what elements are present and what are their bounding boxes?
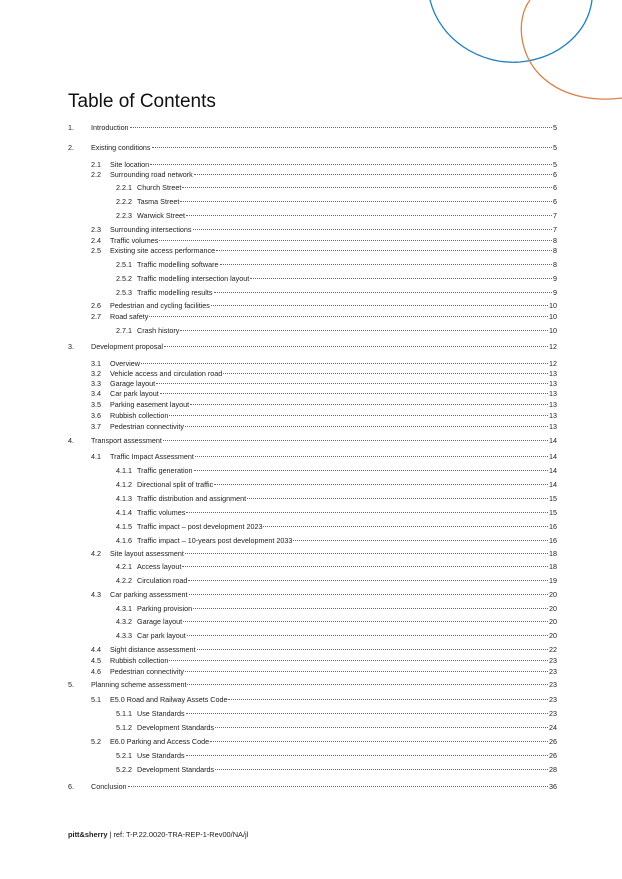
toc-entry[interactable] — [116, 260, 557, 270]
toc-entry[interactable] — [116, 765, 557, 775]
toc-entry[interactable] — [91, 312, 557, 322]
toc-entry[interactable] — [116, 522, 557, 532]
toc-dot-leader — [164, 346, 548, 347]
toc-entry-page: 10 — [549, 312, 557, 321]
footer-reference: | ref: T-P.22.0020-TRA-REP-1-Rev00/NA/jl — [107, 830, 249, 839]
toc-entry-title: Site layout assessment — [110, 549, 184, 558]
toc-dot-leader — [190, 404, 548, 405]
toc-entry[interactable] — [116, 480, 557, 490]
toc-dot-leader — [216, 250, 552, 251]
toc-dot-leader — [169, 660, 548, 661]
toc-dot-leader — [293, 540, 548, 541]
toc-entry[interactable] — [116, 562, 557, 572]
toc-entry-page: 13 — [549, 400, 557, 409]
toc-entry-title: Rubbish collection — [110, 411, 169, 420]
footer — [68, 830, 248, 839]
toc-entry-number: 2.6 — [91, 301, 101, 310]
toc-entry-number: 3.7 — [91, 422, 101, 431]
toc-entry-page: 12 — [549, 359, 557, 368]
toc-dot-leader — [194, 470, 548, 471]
toc-dot-leader — [197, 649, 549, 650]
toc-entry-title: Pedestrian connectivity — [110, 667, 184, 676]
toc-entry-page: 18 — [549, 549, 557, 558]
toc-entry[interactable] — [116, 751, 557, 761]
toc-entry-title: Garage layout — [137, 617, 183, 626]
toc-entry-title: Surrounding road network — [110, 170, 193, 179]
toc-entry[interactable] — [91, 667, 557, 677]
toc-dot-leader — [180, 201, 552, 202]
toc-entry-number: 3.1 — [91, 359, 101, 368]
toc-entry-page: 23 — [549, 709, 557, 718]
toc-entry-title: Planning scheme assessment — [91, 680, 187, 689]
toc-entry-page: 14 — [549, 466, 557, 475]
toc-entry-page: 16 — [549, 522, 557, 531]
toc-entry-title: Traffic modelling results — [137, 288, 213, 297]
toc-dot-leader — [215, 769, 548, 770]
toc-entry-title: Traffic impact – post development 2023 — [137, 522, 263, 531]
toc-entry-page: 15 — [549, 494, 557, 503]
toc-dot-leader — [263, 526, 548, 527]
toc-entry-page: 7 — [553, 211, 557, 220]
toc-entry-number: 4. — [68, 436, 74, 445]
toc-entry[interactable] — [116, 211, 557, 221]
toc-entry-number: 3.4 — [91, 389, 101, 398]
toc-entry-title: Conclusion — [91, 782, 127, 791]
toc-entry-number: 4.2 — [91, 549, 101, 558]
toc-entry-number: 2.4 — [91, 236, 101, 245]
toc-entry[interactable] — [116, 604, 557, 614]
toc-entry-page: 14 — [549, 480, 557, 489]
toc-entry-number: 4.2.1 — [116, 562, 132, 571]
toc-entry-title: Surrounding intersections — [110, 225, 192, 234]
toc-entry-page: 13 — [549, 379, 557, 388]
toc-dot-leader — [228, 699, 548, 700]
toc-dot-leader — [180, 330, 548, 331]
toc-entry-title: Use Standards — [137, 751, 185, 760]
toc-entry-title: Overview — [110, 359, 140, 368]
toc-entry[interactable] — [116, 617, 557, 627]
toc-dot-leader — [220, 264, 553, 265]
toc-entry-page: 14 — [549, 452, 557, 461]
toc-dot-leader — [182, 566, 548, 567]
toc-entry[interactable] — [116, 508, 557, 518]
toc-entry-title: Existing conditions — [91, 143, 151, 152]
toc-entry-title: E5.0 Road and Railway Assets Code — [110, 695, 228, 704]
toc-entry-page: 8 — [553, 260, 557, 269]
toc-entry-title: Traffic Impact Assessment — [110, 452, 194, 461]
toc-dot-leader — [152, 147, 552, 148]
toc-entry-page: 5 — [553, 143, 557, 152]
toc-entry-number: 2.5.3 — [116, 288, 132, 297]
toc-entry-title: Pedestrian and cycling facilities — [110, 301, 210, 310]
toc-entry[interactable] — [116, 197, 557, 207]
toc-entry[interactable] — [91, 411, 557, 421]
toc-entry-number: 4.3 — [91, 590, 101, 599]
toc-dot-leader — [185, 671, 548, 672]
toc-entry-title: Traffic volumes — [110, 236, 159, 245]
toc-entry-number: 2.5.2 — [116, 274, 132, 283]
toc-dot-leader — [169, 415, 548, 416]
toc-dot-leader — [159, 240, 552, 241]
toc-entry[interactable] — [91, 695, 557, 705]
toc-entry-number: 2. — [68, 143, 74, 152]
toc-dot-leader — [193, 608, 548, 609]
toc-entry-title: Pedestrian connectivity — [110, 422, 184, 431]
toc-entry-title: Parking provision — [137, 604, 193, 613]
toc-dot-leader — [141, 363, 548, 364]
toc-entry-page: 8 — [553, 246, 557, 255]
toc-entry-page: 13 — [549, 389, 557, 398]
toc-entry-title: Traffic distribution and assignment — [137, 494, 247, 503]
toc-entry-page: 6 — [553, 183, 557, 192]
toc-dot-leader — [185, 553, 548, 554]
toc-entry-page: 16 — [549, 536, 557, 545]
toc-entry-page: 13 — [549, 369, 557, 378]
toc-entry[interactable] — [116, 274, 557, 284]
toc-entry-title: E6.0 Parking and Access Code — [110, 737, 210, 746]
toc-entry-title: Car parking assessment — [110, 590, 188, 599]
toc-entry[interactable] — [91, 656, 557, 666]
toc-dot-leader — [186, 713, 548, 714]
toc-entry-number: 2.5 — [91, 246, 101, 255]
toc-entry-number: 2.2 — [91, 170, 101, 179]
toc-entry-title: Development proposal — [91, 342, 163, 351]
toc-entry[interactable] — [116, 709, 557, 719]
toc-dot-leader — [211, 305, 548, 306]
toc-entry-number: 4.6 — [91, 667, 101, 676]
toc-entry-title: Vehicle access and circulation road — [110, 369, 223, 378]
toc-dot-leader — [186, 215, 552, 216]
toc-entry[interactable] — [91, 422, 557, 432]
toc-entry-title: Car park layout — [137, 631, 186, 640]
toc-dot-leader — [188, 580, 548, 581]
toc-entry-title: Car park layout — [110, 389, 159, 398]
toc-entry-number: 4.1 — [91, 452, 101, 461]
toc-entry-number: 2.3 — [91, 225, 101, 234]
toc-entry-number: 5.2.1 — [116, 751, 132, 760]
toc-entry-number: 4.1.2 — [116, 480, 132, 489]
toc-entry[interactable] — [91, 645, 557, 655]
toc-entry-number: 4.3.1 — [116, 604, 132, 613]
toc-entry-page: 20 — [549, 617, 557, 626]
toc-entry-page: 26 — [549, 751, 557, 760]
toc-entry-title: Tasma Street — [137, 197, 180, 206]
toc-entry-number: 5. — [68, 680, 74, 689]
toc-entry[interactable] — [91, 369, 557, 379]
toc-entry-number: 6. — [68, 782, 74, 791]
toc-entry-page: 10 — [549, 326, 557, 335]
toc-dot-leader — [186, 512, 548, 513]
toc-entry[interactable] — [68, 143, 557, 153]
toc-entry-number: 4.1.1 — [116, 466, 132, 475]
toc-entry-number: 2.7.1 — [116, 326, 132, 335]
toc-entry-page: 5 — [553, 160, 557, 169]
toc-entry-page: 14 — [549, 436, 557, 445]
toc-entry[interactable] — [91, 160, 557, 170]
toc-entry-page: 13 — [549, 411, 557, 420]
toc-dot-leader — [160, 393, 548, 394]
toc-entry[interactable] — [116, 326, 557, 336]
toc-entry-title: Traffic volumes — [137, 508, 186, 517]
toc-entry[interactable] — [91, 170, 557, 180]
toc-entry[interactable] — [91, 549, 557, 559]
toc-dot-leader — [214, 484, 548, 485]
toc-entry[interactable] — [68, 123, 557, 133]
toc-dot-leader — [247, 498, 548, 499]
toc-entry-title: Rubbish collection — [110, 656, 169, 665]
toc-entry-title: Church Street — [137, 183, 182, 192]
toc-dot-leader — [250, 278, 552, 279]
toc-entry-page: 8 — [553, 236, 557, 245]
toc-entry-page: 7 — [553, 225, 557, 234]
toc-entry[interactable] — [91, 236, 557, 246]
toc-entry[interactable] — [68, 680, 557, 690]
toc-entry-page: 13 — [549, 422, 557, 431]
toc-entry-title: Transport assessment — [91, 436, 162, 445]
toc-dot-leader — [130, 127, 552, 128]
toc-dot-leader — [186, 755, 548, 756]
toc-entry-title: Introduction — [91, 123, 129, 132]
toc-entry-number: 4.3.2 — [116, 617, 132, 626]
toc-entry-page: 6 — [553, 197, 557, 206]
toc-entry[interactable] — [91, 379, 557, 389]
toc-dot-leader — [215, 727, 548, 728]
toc-entry-number: 2.1 — [91, 160, 101, 169]
toc-dot-leader — [150, 164, 552, 165]
toc-entry[interactable] — [116, 631, 557, 641]
toc-entry-number: 4.3.3 — [116, 631, 132, 640]
toc-entry-number: 4.2.2 — [116, 576, 132, 585]
toc-entry-number: 5.2 — [91, 737, 101, 746]
toc-dot-leader — [187, 684, 548, 685]
toc-entry[interactable] — [91, 359, 557, 369]
toc-entry[interactable] — [91, 225, 557, 235]
toc-entry-title: Use Standards — [137, 709, 185, 718]
toc-entry[interactable] — [116, 183, 557, 193]
toc-entry[interactable] — [91, 301, 557, 311]
page-title: Table of Contents — [68, 91, 216, 112]
toc-entry-number: 2.5.1 — [116, 260, 132, 269]
toc-entry-title: Sight distance assessment — [110, 645, 196, 654]
toc-entry-number: 2.7 — [91, 312, 101, 321]
toc-entry-number: 3.6 — [91, 411, 101, 420]
toc-entry-title: Road safety — [110, 312, 149, 321]
toc-entry-page: 22 — [549, 645, 557, 654]
toc-entry[interactable] — [91, 389, 557, 399]
toc-entry-number: 2.2.1 — [116, 183, 132, 192]
toc-entry-page: 23 — [549, 656, 557, 665]
toc-dot-leader — [149, 316, 548, 317]
toc-entry-title: Access layout — [137, 562, 182, 571]
toc-entry[interactable] — [116, 466, 557, 476]
toc-entry[interactable] — [91, 737, 557, 747]
toc-dot-leader — [194, 174, 552, 175]
toc-entry-number: 3.2 — [91, 369, 101, 378]
toc-entry-number: 2.2.3 — [116, 211, 132, 220]
toc-entry-title: Directional split of traffic — [137, 480, 214, 489]
toc-entry-page: 23 — [549, 667, 557, 676]
toc-entry-number: 5.2.2 — [116, 765, 132, 774]
toc-dot-leader — [156, 383, 548, 384]
toc-entry[interactable] — [68, 436, 557, 446]
toc-entry-page: 20 — [549, 590, 557, 599]
toc-dot-leader — [185, 426, 548, 427]
toc-entry-page: 24 — [549, 723, 557, 732]
toc-entry-page: 12 — [549, 342, 557, 351]
toc-entry-title: Site location — [110, 160, 150, 169]
toc-entry[interactable] — [116, 288, 557, 298]
toc-dot-leader — [163, 440, 548, 441]
toc-dot-leader — [214, 292, 553, 293]
toc-dot-leader — [182, 187, 552, 188]
toc-entry-number: 4.1.3 — [116, 494, 132, 503]
toc-entry-number: 3.3 — [91, 379, 101, 388]
toc-dot-leader — [223, 373, 548, 374]
toc-entry-number: 4.1.5 — [116, 522, 132, 531]
toc-entry-number: 5.1.2 — [116, 723, 132, 732]
toc-entry[interactable] — [91, 246, 557, 256]
toc-entry-page: 9 — [553, 288, 557, 297]
toc-entry-title: Garage layout — [110, 379, 156, 388]
toc-dot-leader — [187, 635, 548, 636]
toc-entry-page: 10 — [549, 301, 557, 310]
toc-entry-page: 5 — [553, 123, 557, 132]
toc-entry[interactable] — [116, 576, 557, 586]
toc-entry-page: 9 — [553, 274, 557, 283]
toc-entry-number: 5.1.1 — [116, 709, 132, 718]
toc-entry-title: Traffic modelling software — [137, 260, 219, 269]
toc-entry-title: Warwick Street — [137, 211, 186, 220]
toc-entry-number: 3.5 — [91, 400, 101, 409]
toc-entry-page: 19 — [549, 576, 557, 585]
toc-entry[interactable] — [116, 536, 557, 546]
footer-brand: pitt&sherry — [68, 830, 108, 839]
toc-entry-number: 4.4 — [91, 645, 101, 654]
toc-entry-number: 4.1.4 — [116, 508, 132, 517]
toc-entry-title: Circulation road — [137, 576, 188, 585]
toc-dot-leader — [195, 456, 548, 457]
toc-entry-title: Parking easement layout — [110, 400, 190, 409]
toc-entry[interactable] — [91, 452, 557, 462]
toc-dot-leader — [128, 786, 548, 787]
toc-entry-number: 1. — [68, 123, 74, 132]
toc-entry-title: Existing site access performance — [110, 246, 216, 255]
toc-entry[interactable] — [91, 400, 557, 410]
toc-entry-page: 18 — [549, 562, 557, 571]
toc-entry-page: 36 — [549, 782, 557, 791]
toc-entry-number: 2.2.2 — [116, 197, 132, 206]
toc-entry[interactable] — [116, 723, 557, 733]
toc-entry-title: Traffic modelling intersection layout — [137, 274, 250, 283]
toc-entry-number: 3. — [68, 342, 74, 351]
toc-entry-number: 5.1 — [91, 695, 101, 704]
toc-entry-page: 20 — [549, 631, 557, 640]
toc-entry-title: Development Standards — [137, 723, 215, 732]
toc-entry-title: Development Standards — [137, 765, 215, 774]
toc-entry-page: 28 — [549, 765, 557, 774]
toc-entry[interactable] — [68, 782, 557, 792]
toc-entry-number: 4.1.6 — [116, 536, 132, 545]
toc-entry-page: 20 — [549, 604, 557, 613]
toc-entry-number: 4.5 — [91, 656, 101, 665]
toc-entry[interactable] — [91, 590, 557, 600]
toc-dot-leader — [210, 741, 548, 742]
toc-dot-leader — [189, 594, 549, 595]
toc-entry-title: Traffic impact – 10-years post development 2033 — [137, 536, 293, 545]
toc-dot-leader — [193, 229, 552, 230]
toc-entry-page: 23 — [549, 680, 557, 689]
toc-dot-leader — [183, 621, 548, 622]
toc-entry-title: Traffic generation — [137, 466, 193, 475]
toc-entry-title: Crash history — [137, 326, 180, 335]
toc-entry[interactable] — [116, 494, 557, 504]
toc-entry[interactable] — [68, 342, 557, 352]
toc-entry-page: 6 — [553, 170, 557, 179]
toc-entry-page: 15 — [549, 508, 557, 517]
toc-entry-page: 26 — [549, 737, 557, 746]
toc-entry-page: 23 — [549, 695, 557, 704]
